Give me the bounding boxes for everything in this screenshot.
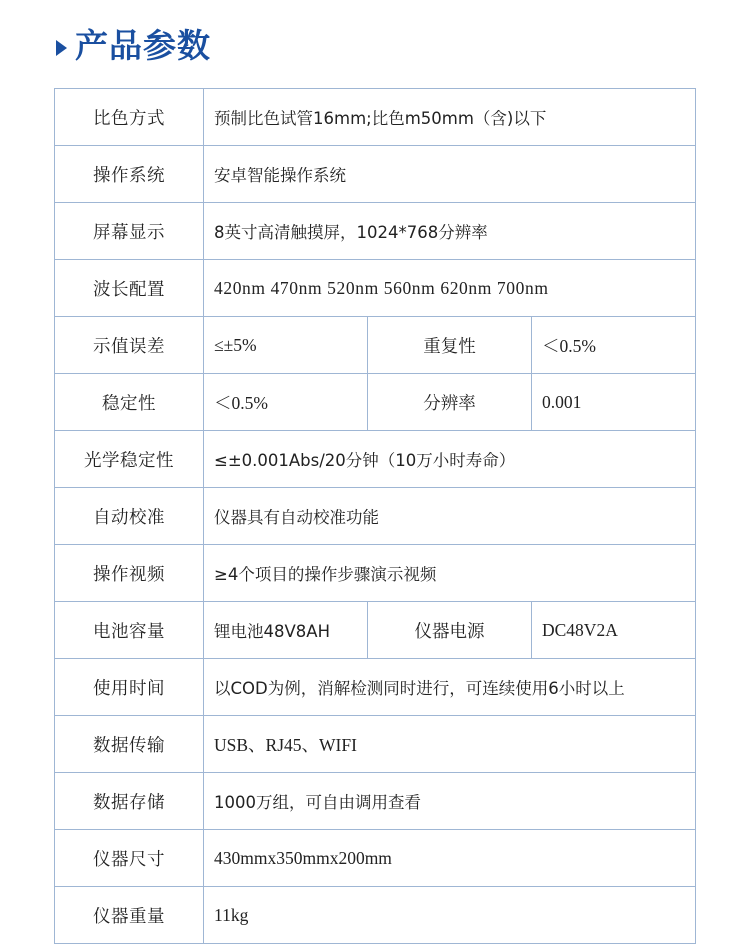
table-row (55, 260, 696, 317)
spec-value: 安卓智能操作系统 (204, 146, 696, 203)
specification-table (54, 88, 696, 944)
spec-value: ≥4个项目的操作步骤演示视频 (204, 545, 696, 602)
spec-label-secondary: 重复性 (368, 317, 532, 374)
page-title-text: 产品参数 (75, 25, 211, 65)
spec-label: 电池容量 (55, 602, 204, 659)
table-row (55, 317, 696, 374)
table-row (55, 887, 696, 944)
spec-label: 稳定性 (55, 374, 204, 431)
table-row (55, 146, 696, 203)
spec-label: 波长配置 (55, 260, 204, 317)
spec-value-secondary: 0.001 (532, 374, 696, 431)
table-row (55, 830, 696, 887)
spec-label: 操作系统 (55, 146, 204, 203)
spec-value: 430mmx350mmx200mm (204, 830, 696, 887)
table-row (55, 89, 696, 146)
spec-value-secondary: DC48V2A (532, 602, 696, 659)
table-row (55, 545, 696, 602)
spec-value: 以COD为例，消解检测同时进行，可连续使用6小时以上 (204, 659, 696, 716)
triangle-right-icon (56, 40, 67, 56)
spec-label: 数据传输 (55, 716, 204, 773)
table-row (55, 488, 696, 545)
table-row (55, 203, 696, 260)
table-row (55, 773, 696, 830)
spec-label-secondary: 仪器电源 (368, 602, 532, 659)
table-row (55, 602, 696, 659)
table-row (55, 659, 696, 716)
spec-value: 锂电池48V8AH (204, 602, 368, 659)
spec-value: 8英寸高清触摸屏，1024*768分辨率 (204, 203, 696, 260)
table-row (55, 716, 696, 773)
spec-value: 420nm 470nm 520nm 560nm 620nm 700nm (204, 260, 696, 317)
spec-label: 仪器尺寸 (55, 830, 204, 887)
spec-label: 操作视频 (55, 545, 204, 602)
spec-label: 仪器重量 (55, 887, 204, 944)
spec-value: 预制比色试管16mm;比色m50mm（含)以下 (204, 89, 696, 146)
table-row (55, 431, 696, 488)
spec-value: 仪器具有自动校准功能 (204, 488, 696, 545)
spec-value: 11kg (204, 887, 696, 944)
spec-value-secondary: ＜0.5% (532, 317, 696, 374)
spec-value: ≤±5% (204, 317, 368, 374)
spec-label: 使用时间 (55, 659, 204, 716)
spec-value: USB、RJ45、WIFI (204, 716, 696, 773)
spec-value: ＜0.5% (204, 374, 368, 431)
spec-label: 自动校准 (55, 488, 204, 545)
spec-label: 比色方式 (55, 89, 204, 146)
spec-label-secondary: 分辨率 (368, 374, 532, 431)
spec-value: 1000万组，可自由调用查看 (204, 773, 696, 830)
spec-label: 示值误差 (55, 317, 204, 374)
page-title (0, 0, 750, 65)
spec-label: 数据存储 (55, 773, 204, 830)
table-row (55, 374, 696, 431)
spec-label: 光学稳定性 (55, 431, 204, 488)
spec-value: ≤±0.001Abs/20分钟（10万小时寿命） (204, 431, 696, 488)
spec-label: 屏幕显示 (55, 203, 204, 260)
